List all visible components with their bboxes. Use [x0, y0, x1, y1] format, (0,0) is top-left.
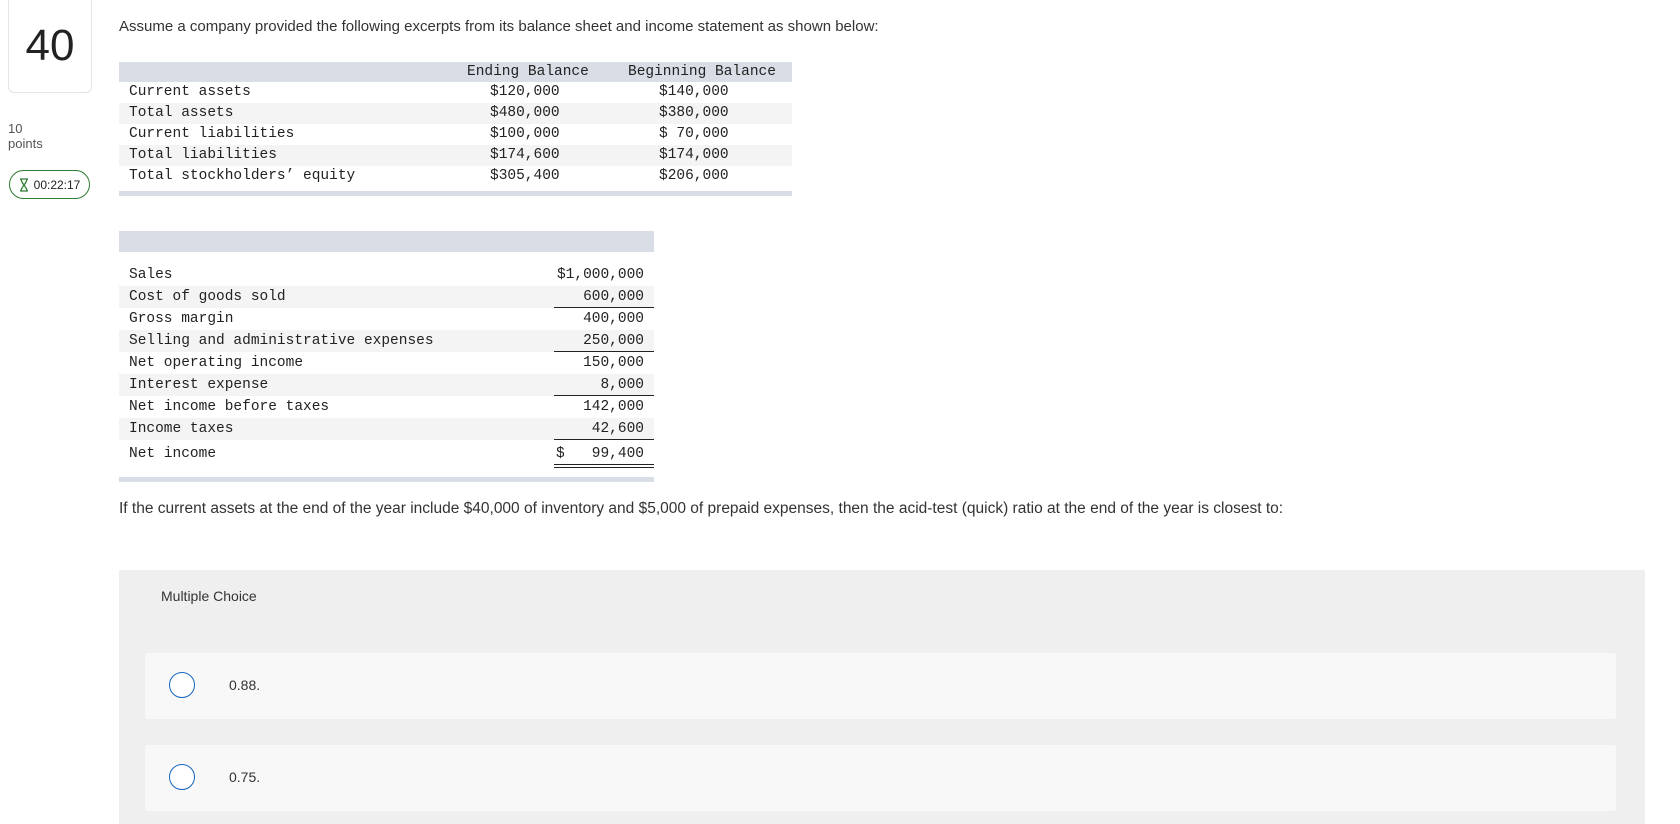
table-row [119, 374, 654, 396]
row-amount: 99,400 [591, 446, 644, 462]
timer-badge[interactable] [9, 170, 90, 199]
table-row [119, 396, 654, 418]
row-label: Selling and administrative expenses [129, 333, 434, 349]
beginning-value: $174,000 [659, 147, 729, 163]
table-row [119, 330, 654, 352]
row-label: Total stockholders’ equity [129, 168, 356, 184]
table-row [119, 103, 792, 124]
row-label: Sales [129, 267, 173, 283]
table-row [119, 352, 654, 374]
row-label: Cost of goods sold [129, 289, 286, 305]
timer-text: 00:22:17 [33, 177, 81, 192]
table-row [119, 145, 792, 166]
row-amount: 142,000 [583, 399, 644, 415]
question-number: 40 [8, 0, 92, 93]
income-statement-table [119, 231, 654, 482]
row-dollar-sign: $ [556, 446, 565, 462]
choice-label: 0.88. [229, 677, 261, 693]
table-row [119, 440, 654, 465]
beginning-value: $206,000 [659, 168, 729, 184]
row-label: Current liabilities [129, 126, 295, 142]
beginning-value: $ 70,000 [659, 126, 729, 142]
table-row [119, 286, 654, 308]
table-row [119, 264, 654, 286]
table-footer-bar [119, 191, 792, 196]
beginning-value: $380,000 [659, 105, 729, 121]
table-row [119, 418, 654, 440]
row-amount: 250,000 [583, 333, 644, 349]
points-label: points [8, 136, 43, 151]
row-amount: 600,000 [583, 289, 644, 305]
hourglass-icon [19, 178, 29, 192]
header-ending-balance: Ending Balance [467, 64, 589, 80]
ending-value: $100,000 [490, 126, 560, 142]
row-label: Total assets [129, 105, 234, 121]
double-underline [554, 464, 654, 468]
question-prompt: Assume a company provided the following excerpts from its balance sheet and income statement as shown below: [119, 18, 879, 35]
row-amount: 150,000 [583, 355, 644, 371]
choice-label: 0.75. [229, 769, 261, 785]
row-label: Interest expense [129, 377, 269, 393]
row-label: Net income [129, 446, 217, 462]
row-label: Current assets [129, 84, 251, 100]
radio-button[interactable] [169, 764, 195, 790]
beginning-value: $140,000 [659, 84, 729, 100]
income-statement-header [119, 231, 654, 252]
row-label: Total liabilities [129, 147, 277, 163]
row-label: Gross margin [129, 311, 234, 327]
header-beginning-balance: Beginning Balance [628, 64, 776, 80]
row-amount: $1,000,000 [556, 267, 644, 283]
row-amount: 42,600 [591, 421, 644, 437]
row-label: Income taxes [129, 421, 234, 437]
row-label: Net income before taxes [129, 399, 330, 415]
multiple-choice-panel [119, 570, 1645, 824]
table-row [119, 124, 792, 145]
ending-value: $305,400 [490, 168, 560, 184]
points-value: 10 [8, 121, 23, 136]
choice-option[interactable] [145, 745, 1616, 811]
table-row [119, 166, 792, 187]
ending-value: $480,000 [490, 105, 560, 121]
radio-button[interactable] [169, 672, 195, 698]
multiple-choice-title: Multiple Choice [161, 588, 257, 604]
question-text: If the current assets at the end of the year include $40,000 of inventory and $5,000 of prepaid expenses, then the acid-test (quick) ratio at the end of the year is closest to: [119, 500, 1284, 517]
points-info [8, 121, 43, 151]
ending-value: $174,600 [490, 147, 560, 163]
choice-option[interactable] [145, 653, 1616, 719]
balance-sheet-table [119, 62, 792, 196]
table-footer-bar [119, 477, 654, 482]
ending-value: $120,000 [490, 84, 560, 100]
row-amount: 400,000 [583, 311, 644, 327]
row-amount: 8,000 [600, 377, 644, 393]
balance-sheet-header [119, 62, 792, 82]
table-row [119, 308, 654, 330]
table-row [119, 82, 792, 103]
row-label: Net operating income [129, 355, 304, 371]
